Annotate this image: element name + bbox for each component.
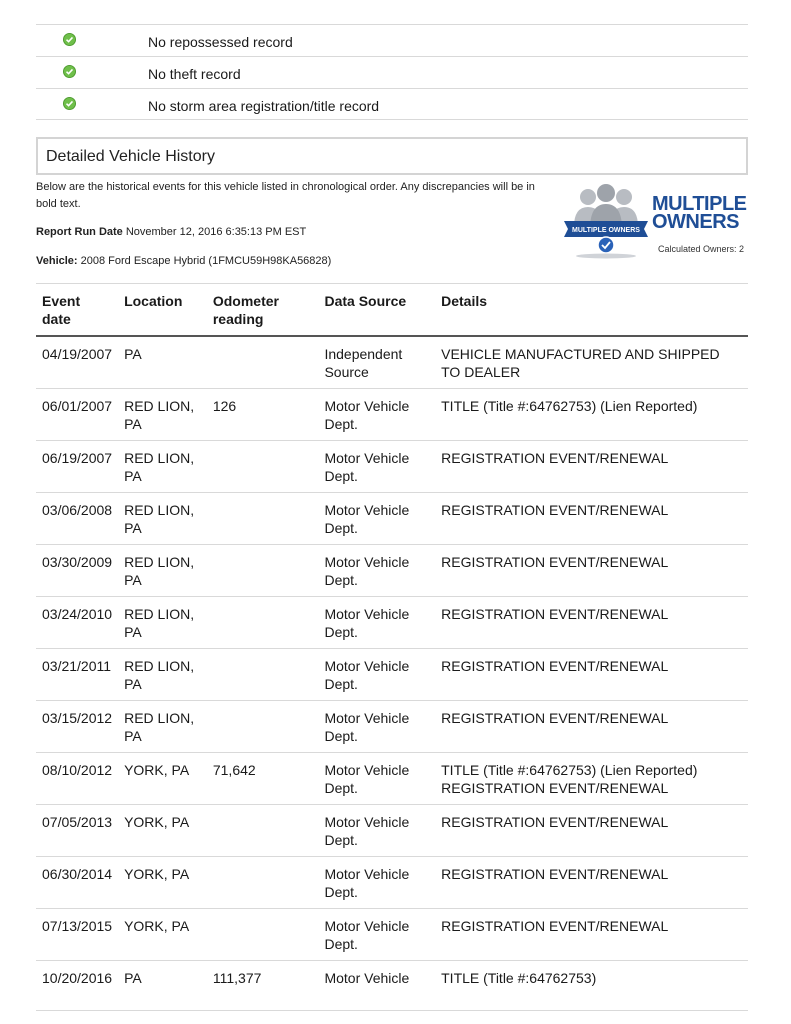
badge-title-owners: OWNERS (652, 211, 739, 233)
table-row (36, 961, 748, 1011)
multiple-owners-badge (560, 183, 750, 259)
cell-location: PA (118, 961, 207, 1011)
vehicle-info (36, 255, 331, 267)
cell-odometer (207, 441, 319, 493)
table-row (36, 336, 748, 389)
cell-data-source: Motor Vehicle Dept. (318, 441, 435, 493)
badge-ribbon-text: MULTIPLE OWNERS (572, 227, 640, 234)
check-row (36, 88, 748, 120)
table-row (36, 441, 748, 493)
cell-data-source: Motor Vehicle Dept. (318, 545, 435, 597)
check-row (36, 24, 748, 56)
cell-odometer (207, 336, 319, 389)
vehicle-label: Vehicle: (36, 255, 78, 267)
cell-data-source: Motor Vehicle Dept. (318, 389, 435, 441)
cell-event-date: 06/19/2007 (36, 441, 118, 493)
cell-data-source: Motor Vehicle Dept. (318, 909, 435, 961)
cell-location: YORK, PA (118, 805, 207, 857)
cell-details (435, 336, 748, 389)
detail-line: REGISTRATION EVENT/RENEWAL (441, 710, 669, 726)
badge-title-multiple: MULTIPLE (652, 193, 747, 215)
cell-details (435, 909, 748, 961)
cell-details (435, 493, 748, 545)
cell-data-source: Independent Source (318, 336, 435, 389)
cell-location: RED LION, PA (118, 389, 207, 441)
table-row (36, 389, 748, 441)
cell-event-date: 03/15/2012 (36, 701, 118, 753)
table-row (36, 597, 748, 649)
cell-location: YORK, PA (118, 753, 207, 805)
detail-line: REGISTRATION EVENT/RENEWAL (441, 866, 669, 882)
header-event-date: Event date (36, 284, 118, 337)
check-circle-icon (63, 33, 76, 46)
detail-line: VEHICLE MANUFACTURED AND SHIPPED TO DEALER (441, 346, 720, 380)
cell-details (435, 961, 748, 1011)
cell-odometer: 111,377 (207, 961, 319, 1011)
detail-line: REGISTRATION EVENT/RENEWAL (441, 780, 669, 796)
cell-location: YORK, PA (118, 857, 207, 909)
cell-location: RED LION, PA (118, 545, 207, 597)
owners-group-icon (560, 183, 652, 259)
cell-event-date: 04/19/2007 (36, 336, 118, 389)
cell-event-date: 07/13/2015 (36, 909, 118, 961)
header-data-source: Data Source (318, 284, 435, 337)
cell-location: RED LION, PA (118, 701, 207, 753)
cell-details (435, 441, 748, 493)
cell-data-source: Motor Vehicle Dept. (318, 597, 435, 649)
detail-line: REGISTRATION EVENT/RENEWAL (441, 606, 669, 622)
cell-location: RED LION, PA (118, 493, 207, 545)
cell-event-date: 03/21/2011 (36, 649, 118, 701)
cell-details (435, 649, 748, 701)
table-header-row (36, 284, 748, 337)
cell-odometer (207, 909, 319, 961)
detail-line: REGISTRATION EVENT/RENEWAL (441, 450, 669, 466)
cell-details (435, 701, 748, 753)
cell-details (435, 753, 748, 805)
table-row (36, 805, 748, 857)
cell-data-source: Motor Vehicle Dept. (318, 701, 435, 753)
check-circle-icon (63, 65, 76, 78)
table-row (36, 753, 748, 805)
cell-event-date: 03/30/2009 (36, 545, 118, 597)
cell-odometer: 126 (207, 389, 319, 441)
table-row (36, 649, 748, 701)
record-checklist (36, 24, 748, 120)
cell-location: RED LION, PA (118, 441, 207, 493)
cell-details (435, 389, 748, 441)
cell-odometer (207, 545, 319, 597)
detail-line: TITLE (Title #:64762753) (Lien Reported) (441, 762, 698, 778)
header-location: Location (118, 284, 207, 337)
cell-event-date: 06/30/2014 (36, 857, 118, 909)
cell-odometer (207, 805, 319, 857)
header-odometer: Odometer reading (207, 284, 319, 337)
intro-text: Below are the historical events for this vehicle listed in chronological order. Any discrepancies will be in bold text. (36, 181, 535, 210)
detail-line: REGISTRATION EVENT/RENEWAL (441, 814, 669, 830)
vehicle-history-table (36, 283, 748, 1011)
cell-event-date: 06/01/2007 (36, 389, 118, 441)
detail-line: REGISTRATION EVENT/RENEWAL (441, 918, 669, 934)
table-row (36, 909, 748, 961)
check-text: No theft record (148, 66, 241, 82)
cell-odometer (207, 857, 319, 909)
cell-data-source: Motor Vehicle Dept. (318, 857, 435, 909)
detail-line: TITLE (Title #:64762753) (Lien Reported) (441, 398, 698, 414)
table-row (36, 493, 748, 545)
check-text: No repossessed record (148, 34, 293, 50)
detail-line: REGISTRATION EVENT/RENEWAL (441, 658, 669, 674)
detail-line: REGISTRATION EVENT/RENEWAL (441, 502, 669, 518)
vehicle-value: 2008 Ford Escape Hybrid (1FMCU59H98KA56828) (80, 255, 332, 267)
cell-location: PA (118, 336, 207, 389)
cell-details (435, 545, 748, 597)
check-row (36, 56, 748, 88)
cell-event-date: 03/06/2008 (36, 493, 118, 545)
table-row (36, 857, 748, 909)
cell-details (435, 857, 748, 909)
report-run-date-value: November 12, 2016 6:35:13 PM EST (125, 226, 307, 238)
detail-line: TITLE (Title #:64762753) (441, 970, 597, 986)
cell-event-date: 08/10/2012 (36, 753, 118, 805)
table-row (36, 701, 748, 753)
detail-line: REGISTRATION EVENT/RENEWAL (441, 554, 669, 570)
cell-location: RED LION, PA (118, 649, 207, 701)
cell-odometer: 71,642 (207, 753, 319, 805)
header-details: Details (435, 284, 748, 337)
report-run-date (36, 226, 306, 238)
cell-data-source: Motor Vehicle Dept. (318, 805, 435, 857)
cell-odometer (207, 493, 319, 545)
cell-data-source: Motor Vehicle Dept. (318, 753, 435, 805)
section-title: Detailed Vehicle History (46, 148, 215, 165)
check-circle-icon (63, 97, 76, 110)
cell-location: YORK, PA (118, 909, 207, 961)
cell-details (435, 805, 748, 857)
cell-data-source: Motor Vehicle Dept. (318, 649, 435, 701)
cell-details (435, 597, 748, 649)
table-row (36, 545, 748, 597)
cell-odometer (207, 649, 319, 701)
cell-location: RED LION, PA (118, 597, 207, 649)
section-header (36, 137, 748, 175)
cell-event-date: 07/05/2013 (36, 805, 118, 857)
report-run-date-label: Report Run Date (36, 226, 123, 238)
cell-data-source: Motor Vehicle Dept. (318, 493, 435, 545)
cell-event-date: 10/20/2016 (36, 961, 118, 1011)
check-text: No storm area registration/title record (148, 98, 380, 114)
cell-data-source: Motor Vehicle (318, 961, 435, 1011)
table-body (36, 336, 748, 1011)
cell-event-date: 03/24/2010 (36, 597, 118, 649)
cell-odometer (207, 701, 319, 753)
calculated-owners: Calculated Owners: 2 (658, 244, 745, 254)
cell-odometer (207, 597, 319, 649)
